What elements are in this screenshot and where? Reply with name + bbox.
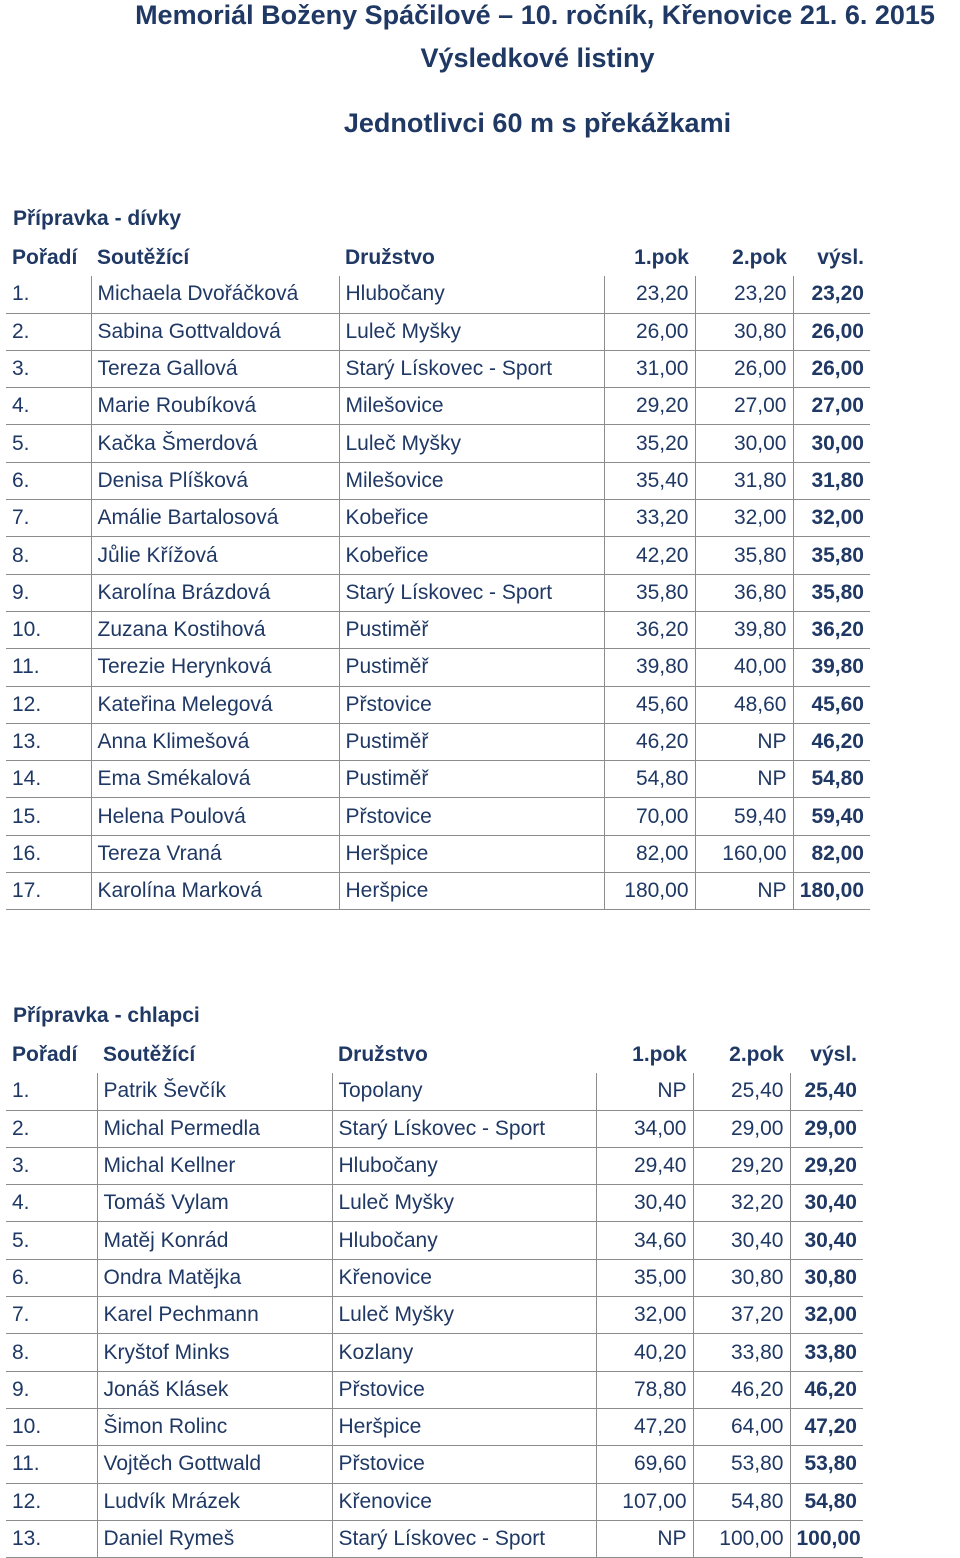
competitor-cell: Tereza Gallová xyxy=(91,350,339,387)
competitor-cell: Vojtěch Gottwald xyxy=(97,1446,332,1483)
discipline-title: Jednotlivci 60 m s překážkami xyxy=(343,108,732,138)
attempt1-cell: 34,60 xyxy=(596,1222,693,1259)
column-header-rank: Pořadí xyxy=(12,1043,78,1067)
table-row xyxy=(6,462,870,499)
competitor-cell: Ema Smékalová xyxy=(91,761,339,798)
results-table-boys xyxy=(6,1037,863,1558)
rank-cell: 9. xyxy=(6,1371,97,1408)
attempt1-cell: 70,00 xyxy=(604,798,695,835)
attempt1-cell: 40,20 xyxy=(596,1334,693,1371)
attempt1-cell: 107,00 xyxy=(596,1483,693,1520)
result-cell: 30,40 xyxy=(790,1185,863,1222)
attempt1-cell: NP xyxy=(596,1520,693,1557)
rank-cell: 12. xyxy=(6,686,91,723)
competitor-cell: Zuzana Kostihová xyxy=(91,611,339,648)
competitor-cell: Karel Pechmann xyxy=(97,1297,332,1334)
column-header-attempt2: 2.pok xyxy=(729,1043,784,1067)
team-cell: Heršpice xyxy=(339,835,604,872)
table-row xyxy=(6,425,870,462)
attempt1-cell: 35,20 xyxy=(604,425,695,462)
attempt1-cell: 26,00 xyxy=(604,313,695,350)
attempt1-cell: 36,20 xyxy=(604,611,695,648)
table-row xyxy=(6,1483,863,1520)
column-header-rank: Pořadí xyxy=(12,246,78,270)
attempt2-cell: 37,20 xyxy=(693,1297,790,1334)
team-cell: Přstovice xyxy=(339,798,604,835)
result-cell: 32,00 xyxy=(793,500,870,537)
competitor-cell: Anna Klimešová xyxy=(91,723,339,760)
result-cell: 53,80 xyxy=(790,1446,863,1483)
attempt2-cell: NP xyxy=(695,761,793,798)
result-cell: 59,40 xyxy=(793,798,870,835)
result-cell: 180,00 xyxy=(793,873,870,910)
attempt2-cell: 39,80 xyxy=(695,611,793,648)
competitor-cell: Michal Kellner xyxy=(97,1147,332,1184)
team-cell: Milešovice xyxy=(339,388,604,425)
competitor-cell: Kateřina Melegová xyxy=(91,686,339,723)
table-row xyxy=(6,388,870,425)
result-cell: 46,20 xyxy=(790,1371,863,1408)
result-cell: 29,20 xyxy=(790,1147,863,1184)
table-row xyxy=(6,723,870,760)
attempt2-cell: 46,20 xyxy=(693,1371,790,1408)
rank-cell: 7. xyxy=(6,1297,97,1334)
competitor-cell: Ondra Matějka xyxy=(97,1259,332,1296)
attempt1-cell: 35,80 xyxy=(604,574,695,611)
competitor-cell: Tomáš Vylam xyxy=(97,1185,332,1222)
competitor-cell: Sabina Gottvaldová xyxy=(91,313,339,350)
competitor-cell: Terezie Herynková xyxy=(91,649,339,686)
team-cell: Kobeřice xyxy=(339,537,604,574)
result-cell: 100,00 xyxy=(790,1520,863,1557)
result-cell: 45,60 xyxy=(793,686,870,723)
table-row xyxy=(6,1446,863,1483)
results-table-girls xyxy=(6,240,870,910)
competitor-cell: Jůlie Křížová xyxy=(91,537,339,574)
table-header-row xyxy=(6,240,870,276)
team-cell: Milešovice xyxy=(339,462,604,499)
attempt1-cell: 42,20 xyxy=(604,537,695,574)
table-row xyxy=(6,350,870,387)
result-cell: 30,80 xyxy=(790,1259,863,1296)
competitor-cell: Marie Roubíková xyxy=(91,388,339,425)
team-cell: Luleč Myšky xyxy=(332,1185,596,1222)
team-cell: Luleč Myšky xyxy=(339,425,604,462)
column-header-name: Soutěžící xyxy=(103,1043,196,1067)
table-row xyxy=(6,1222,863,1259)
team-cell: Křenovice xyxy=(332,1259,596,1296)
competitor-cell: Šimon Rolinc xyxy=(97,1408,332,1445)
section-title-boys: Přípravka - chlapci xyxy=(13,1004,200,1027)
result-cell: 54,80 xyxy=(790,1483,863,1520)
team-cell: Starý Lískovec - Sport xyxy=(339,350,604,387)
attempt2-cell: 23,20 xyxy=(695,276,793,313)
attempt2-cell: 40,00 xyxy=(695,649,793,686)
section-title-girls: Přípravka - dívky xyxy=(13,207,182,230)
column-header-team: Družstvo xyxy=(338,1043,428,1067)
attempt1-cell: 29,20 xyxy=(604,388,695,425)
competitor-cell: Matěj Konrád xyxy=(97,1222,332,1259)
attempt2-cell: 64,00 xyxy=(693,1408,790,1445)
team-cell: Topolany xyxy=(332,1073,596,1110)
rank-cell: 8. xyxy=(6,1334,97,1371)
rank-cell: 13. xyxy=(6,723,91,760)
attempt1-cell: 29,40 xyxy=(596,1147,693,1184)
attempt1-cell: 82,00 xyxy=(604,835,695,872)
result-cell: 39,80 xyxy=(793,649,870,686)
table-row xyxy=(6,1073,863,1110)
attempt2-cell: 160,00 xyxy=(695,835,793,872)
competitor-cell: Daniel Rymeš xyxy=(97,1520,332,1557)
competitor-cell: Ludvík Mrázek xyxy=(97,1483,332,1520)
table-row xyxy=(6,1297,863,1334)
table-header-row xyxy=(6,1037,863,1073)
attempt2-cell: 36,80 xyxy=(695,574,793,611)
rank-cell: 7. xyxy=(6,500,91,537)
result-cell: 29,00 xyxy=(790,1110,863,1147)
attempt2-cell: 48,60 xyxy=(695,686,793,723)
result-cell: 27,00 xyxy=(793,388,870,425)
attempt1-cell: 45,60 xyxy=(604,686,695,723)
column-header-attempt1: 1.pok xyxy=(632,1043,687,1067)
rank-cell: 5. xyxy=(6,425,91,462)
attempt1-cell: 32,00 xyxy=(596,1297,693,1334)
rank-cell: 4. xyxy=(6,1185,97,1222)
rank-cell: 10. xyxy=(6,1408,97,1445)
rank-cell: 5. xyxy=(6,1222,97,1259)
attempt2-cell: 29,20 xyxy=(693,1147,790,1184)
team-cell: Přstovice xyxy=(339,686,604,723)
attempt2-cell: NP xyxy=(695,873,793,910)
result-cell: 35,80 xyxy=(793,574,870,611)
table-row xyxy=(6,1110,863,1147)
table-row xyxy=(6,1334,863,1371)
rank-cell: 9. xyxy=(6,574,91,611)
attempt1-cell: 78,80 xyxy=(596,1371,693,1408)
competitor-cell: Denisa Plíšková xyxy=(91,462,339,499)
table-row xyxy=(6,313,870,350)
attempt2-cell: 26,00 xyxy=(695,350,793,387)
result-cell: 46,20 xyxy=(793,723,870,760)
result-cell: 54,80 xyxy=(793,761,870,798)
attempt2-cell: 59,40 xyxy=(695,798,793,835)
team-cell: Heršpice xyxy=(339,873,604,910)
attempt1-cell: 34,00 xyxy=(596,1110,693,1147)
rank-cell: 1. xyxy=(6,276,91,313)
table-row xyxy=(6,1520,863,1557)
attempt2-cell: 54,80 xyxy=(693,1483,790,1520)
attempt2-cell: 31,80 xyxy=(695,462,793,499)
attempt1-cell: 180,00 xyxy=(604,873,695,910)
competitor-cell: Michaela Dvořáčková xyxy=(91,276,339,313)
rank-cell: 13. xyxy=(6,1520,97,1557)
team-cell: Kozlany xyxy=(332,1334,596,1371)
result-cell: 35,80 xyxy=(793,537,870,574)
team-cell: Pustiměř xyxy=(339,723,604,760)
competitor-cell: Kryštof Minks xyxy=(97,1334,332,1371)
table-row xyxy=(6,1259,863,1296)
result-cell: 82,00 xyxy=(793,835,870,872)
table-row xyxy=(6,798,870,835)
team-cell: Starý Lískovec - Sport xyxy=(332,1520,596,1557)
attempt1-cell: 30,40 xyxy=(596,1185,693,1222)
attempt1-cell: 69,60 xyxy=(596,1446,693,1483)
column-header-result: výsl. xyxy=(817,246,864,270)
rank-cell: 6. xyxy=(6,462,91,499)
team-cell: Luleč Myšky xyxy=(339,313,604,350)
rank-cell: 3. xyxy=(6,350,91,387)
column-header-name: Soutěžící xyxy=(97,246,190,270)
table-row xyxy=(6,574,870,611)
table-row xyxy=(6,649,870,686)
competitor-cell: Amálie Bartalosová xyxy=(91,500,339,537)
attempt2-cell: 30,80 xyxy=(693,1259,790,1296)
result-cell: 26,00 xyxy=(793,350,870,387)
attempt2-cell: 53,80 xyxy=(693,1446,790,1483)
column-header-attempt1: 1.pok xyxy=(634,246,689,270)
table-row xyxy=(6,1371,863,1408)
attempt1-cell: 35,40 xyxy=(604,462,695,499)
team-cell: Kobeřice xyxy=(339,500,604,537)
table-row xyxy=(6,537,870,574)
column-header-team: Družstvo xyxy=(345,246,435,270)
attempt1-cell: 47,20 xyxy=(596,1408,693,1445)
table-row xyxy=(6,1147,863,1184)
result-cell: 33,80 xyxy=(790,1334,863,1371)
result-cell: 47,20 xyxy=(790,1408,863,1445)
attempt2-cell: 29,00 xyxy=(693,1110,790,1147)
competitor-cell: Jonáš Klásek xyxy=(97,1371,332,1408)
rank-cell: 8. xyxy=(6,537,91,574)
attempt1-cell: NP xyxy=(596,1073,693,1110)
attempt1-cell: 39,80 xyxy=(604,649,695,686)
attempt2-cell: 35,80 xyxy=(695,537,793,574)
competitor-cell: Tereza Vraná xyxy=(91,835,339,872)
column-header-result: výsl. xyxy=(810,1043,857,1067)
attempt1-cell: 54,80 xyxy=(604,761,695,798)
attempt1-cell: 31,00 xyxy=(604,350,695,387)
attempt2-cell: 27,00 xyxy=(695,388,793,425)
column-header-attempt2: 2.pok xyxy=(732,246,787,270)
table-row xyxy=(6,611,870,648)
table-row xyxy=(6,1408,863,1445)
result-cell: 23,20 xyxy=(793,276,870,313)
team-cell: Starý Lískovec - Sport xyxy=(339,574,604,611)
rank-cell: 3. xyxy=(6,1147,97,1184)
rank-cell: 2. xyxy=(6,1110,97,1147)
page-subtitle: Výsledkové listiny xyxy=(420,43,655,73)
page-title: Memoriál Boženy Spáčilové – 10. ročník, Křenovice 21. 6. 2015 xyxy=(135,0,935,30)
attempt1-cell: 35,00 xyxy=(596,1259,693,1296)
team-cell: Hlubočany xyxy=(339,276,604,313)
competitor-cell: Karolína Brázdová xyxy=(91,574,339,611)
rank-cell: 14. xyxy=(6,761,91,798)
team-cell: Přstovice xyxy=(332,1371,596,1408)
rank-cell: 10. xyxy=(6,611,91,648)
attempt2-cell: NP xyxy=(695,723,793,760)
rank-cell: 4. xyxy=(6,388,91,425)
attempt2-cell: 25,40 xyxy=(693,1073,790,1110)
team-cell: Hlubočany xyxy=(332,1222,596,1259)
rank-cell: 17. xyxy=(6,873,91,910)
attempt2-cell: 32,00 xyxy=(695,500,793,537)
team-cell: Hlubočany xyxy=(332,1147,596,1184)
result-cell: 32,00 xyxy=(790,1297,863,1334)
rank-cell: 12. xyxy=(6,1483,97,1520)
table-row xyxy=(6,1185,863,1222)
team-cell: Přstovice xyxy=(332,1446,596,1483)
table-row xyxy=(6,276,870,313)
rank-cell: 2. xyxy=(6,313,91,350)
team-cell: Křenovice xyxy=(332,1483,596,1520)
rank-cell: 1. xyxy=(6,1073,97,1110)
table-row xyxy=(6,686,870,723)
rank-cell: 15. xyxy=(6,798,91,835)
result-cell: 30,00 xyxy=(793,425,870,462)
attempt1-cell: 46,20 xyxy=(604,723,695,760)
competitor-cell: Kačka Šmerdová xyxy=(91,425,339,462)
attempt1-cell: 33,20 xyxy=(604,500,695,537)
team-cell: Luleč Myšky xyxy=(332,1297,596,1334)
attempt2-cell: 32,20 xyxy=(693,1185,790,1222)
team-cell: Pustiměř xyxy=(339,649,604,686)
table-row xyxy=(6,835,870,872)
competitor-cell: Patrik Ševčík xyxy=(97,1073,332,1110)
rank-cell: 16. xyxy=(6,835,91,872)
team-cell: Heršpice xyxy=(332,1408,596,1445)
attempt2-cell: 30,80 xyxy=(695,313,793,350)
rank-cell: 11. xyxy=(6,1446,97,1483)
result-cell: 30,40 xyxy=(790,1222,863,1259)
attempt2-cell: 30,00 xyxy=(695,425,793,462)
rank-cell: 11. xyxy=(6,649,91,686)
attempt2-cell: 33,80 xyxy=(693,1334,790,1371)
result-cell: 31,80 xyxy=(793,462,870,499)
table-row xyxy=(6,873,870,910)
table-row xyxy=(6,500,870,537)
table-row xyxy=(6,761,870,798)
result-cell: 25,40 xyxy=(790,1073,863,1110)
result-cell: 26,00 xyxy=(793,313,870,350)
competitor-cell: Helena Poulová xyxy=(91,798,339,835)
team-cell: Starý Lískovec - Sport xyxy=(332,1110,596,1147)
competitor-cell: Michal Permedla xyxy=(97,1110,332,1147)
competitor-cell: Karolína Marková xyxy=(91,873,339,910)
result-cell: 36,20 xyxy=(793,611,870,648)
team-cell: Pustiměř xyxy=(339,761,604,798)
attempt2-cell: 100,00 xyxy=(693,1520,790,1557)
attempt1-cell: 23,20 xyxy=(604,276,695,313)
team-cell: Pustiměř xyxy=(339,611,604,648)
rank-cell: 6. xyxy=(6,1259,97,1296)
attempt2-cell: 30,40 xyxy=(693,1222,790,1259)
